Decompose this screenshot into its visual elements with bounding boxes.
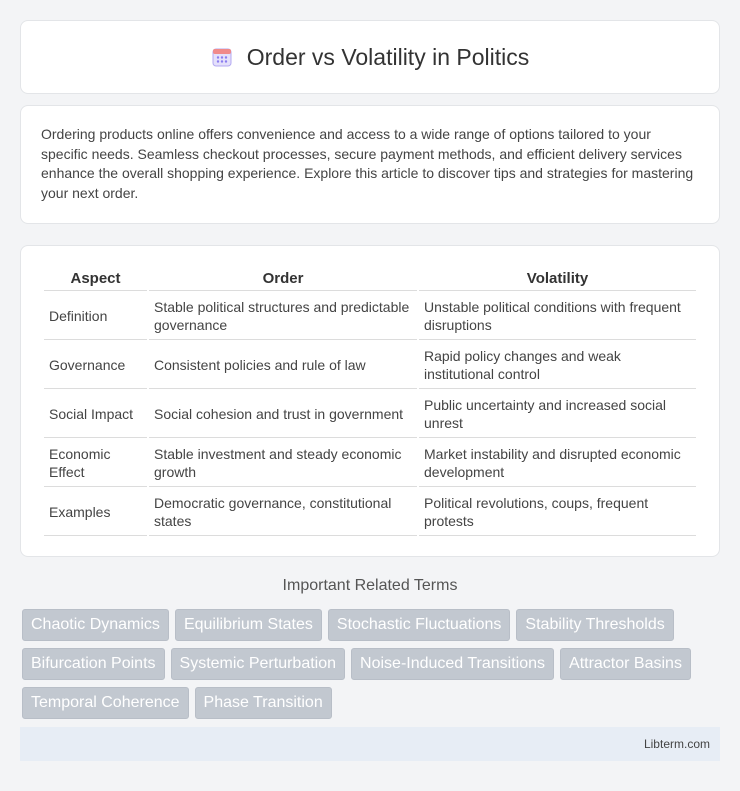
table-row (44, 440, 696, 487)
cell-aspect: Examples (44, 489, 147, 536)
footer (20, 727, 720, 761)
cell-order: Stable investment and steady economic growth (149, 440, 417, 487)
cell-volatility: Market instability and disrupted economic development (419, 440, 696, 487)
cell-volatility: Political revolutions, coups, frequent protests (419, 489, 696, 536)
footer-site-link[interactable]: Libterm.com (643, 737, 710, 751)
tag-bifurcation-points[interactable]: Bifurcation Points (22, 648, 165, 680)
calendar-icon (211, 46, 233, 68)
tag-systemic-perturbation[interactable]: Systemic Perturbation (171, 648, 346, 680)
table-row (44, 342, 696, 389)
comparison-table (42, 264, 698, 538)
cell-order: Democratic governance, constitutional states (149, 489, 417, 536)
intro-card (20, 105, 720, 224)
related-terms-tags (22, 609, 722, 719)
header-card (20, 20, 720, 94)
header-order: Order (149, 266, 417, 291)
table-row (44, 489, 696, 536)
cell-order: Stable political structures and predictable governance (149, 293, 417, 340)
table-row (44, 391, 696, 438)
comparison-table-card (20, 245, 720, 557)
table-row (44, 293, 696, 340)
tag-equilibrium-states[interactable]: Equilibrium States (175, 609, 322, 641)
cell-aspect: Social Impact (44, 391, 147, 438)
intro-text: Ordering products online offers convenience and access to a wide range of options tailored to your specific needs. Seamless checkout processes, secure payment methods, and efficient delivery services enhance the overall shopping experience. Explore this article to discover tips and strategies for mastering your next order. (41, 126, 694, 201)
tag-noise-induced-transitions[interactable]: Noise-Induced Transitions (351, 648, 554, 680)
cell-order: Social cohesion and trust in government (149, 391, 417, 438)
cell-volatility: Rapid policy changes and weak institutional control (419, 342, 696, 389)
tag-attractor-basins[interactable]: Attractor Basins (560, 648, 691, 680)
page-title: Order vs Volatility in Politics (246, 43, 530, 70)
title-wrap (211, 44, 529, 71)
header-aspect: Aspect (44, 266, 147, 291)
tag-temporal-coherence[interactable]: Temporal Coherence (22, 687, 189, 719)
table-header-row (44, 266, 696, 291)
tag-phase-transition[interactable]: Phase Transition (195, 687, 332, 719)
cell-aspect: Economic Effect (44, 440, 147, 487)
cell-volatility: Public uncertainty and increased social unrest (419, 391, 696, 438)
related-terms-title: Important Related Terms (282, 577, 458, 594)
cell-order: Consistent policies and rule of law (149, 342, 417, 389)
tag-stochastic-fluctuations[interactable]: Stochastic Fluctuations (328, 609, 511, 641)
cell-aspect: Definition (44, 293, 147, 340)
cell-volatility: Unstable political conditions with frequent disruptions (419, 293, 696, 340)
cell-aspect: Governance (44, 342, 147, 389)
header-volatility: Volatility (419, 266, 696, 291)
tag-chaotic-dynamics[interactable]: Chaotic Dynamics (22, 609, 169, 641)
tag-stability-thresholds[interactable]: Stability Thresholds (516, 609, 673, 641)
